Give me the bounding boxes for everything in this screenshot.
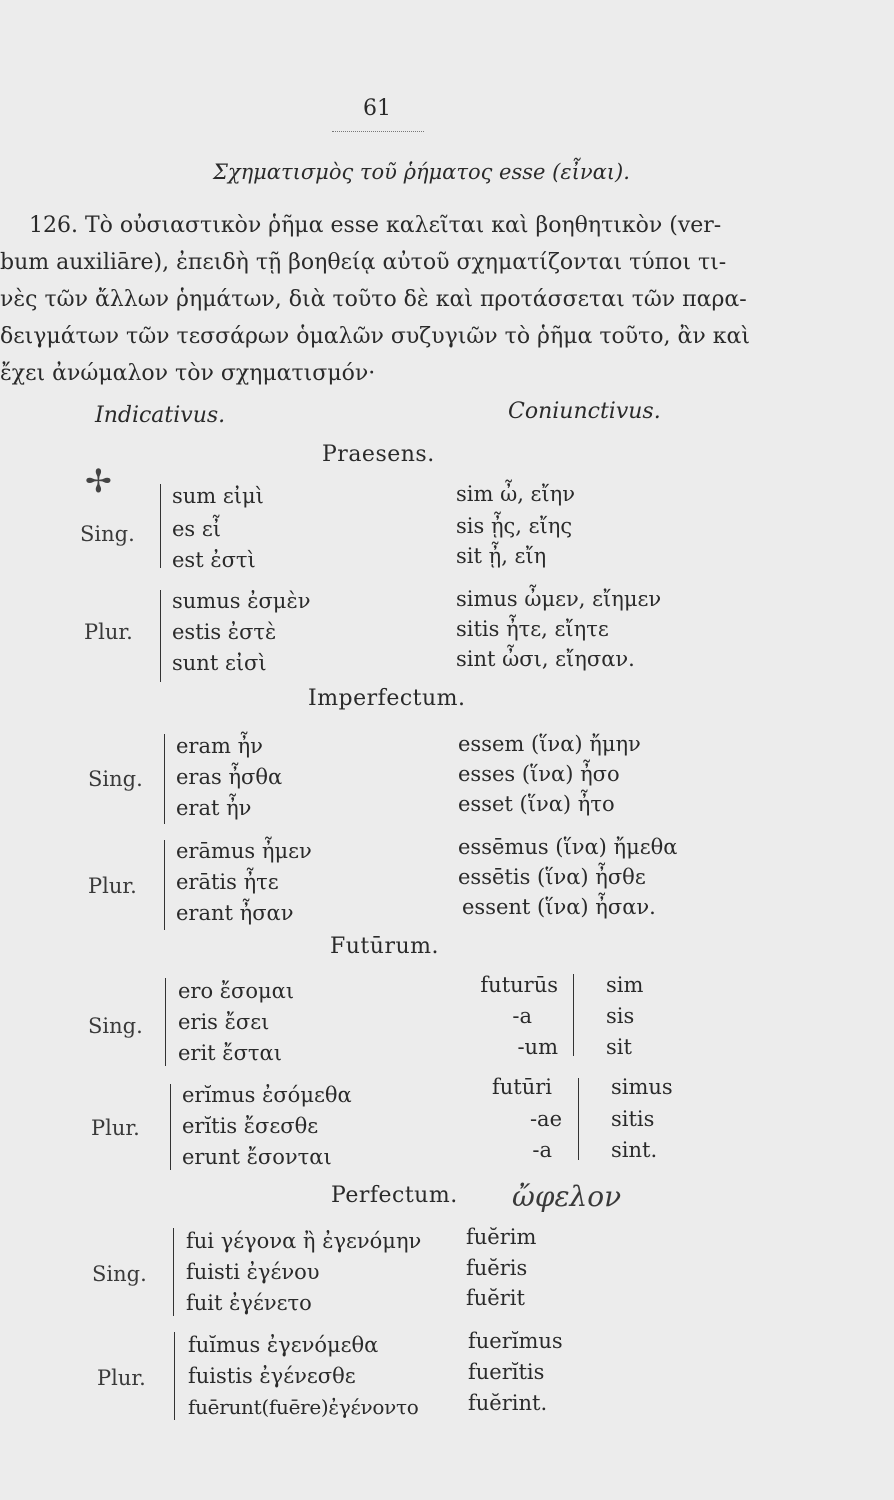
praesens-plur-ind-2: estis ἐστὲ	[172, 620, 277, 644]
imperfectum-plur-conj-2: essētis (ἵνα) ἦσθε	[458, 865, 646, 889]
paragraph-line-3: νὲς τῶν ἄλλων ῥημάτων, διὰ τοῦτο δὲ καὶ προτάσσεται τῶν παρα-	[0, 287, 747, 312]
perfectum-plur-ind-1: fuĭmus ἐγενόμεθα	[188, 1333, 379, 1357]
imperfectum-plur-ind-1: erāmus ἦμεν	[176, 839, 312, 863]
tense-imperfectum: Imperfectum.	[308, 686, 466, 711]
imperfectum-sing-conj-2: esses (ἵνα) ἦσο	[458, 762, 620, 786]
futurum-plur-aux-2: sitis	[611, 1107, 655, 1131]
imperfectum-plur-ind-3: erant ἦσαν	[176, 901, 294, 925]
futurum-sing-ind-2: eris ἔσει	[178, 1010, 270, 1034]
perfectum-plur-conj-3: fuĕrint.	[468, 1391, 548, 1415]
futurum-sing-aux-2: sis	[606, 1004, 635, 1028]
label-sing-praesens: Sing.	[80, 522, 135, 546]
futurum-sing-part-1: futurūs	[480, 973, 558, 997]
label-plur-praesens: Plur.	[84, 620, 133, 644]
imperfectum-sing-conj-1: essem (ἵνα) ἤμην	[458, 732, 641, 756]
tense-praesens: Praesens.	[322, 442, 435, 467]
futurum-plur-part-3: -a	[532, 1138, 552, 1162]
praesens-sing-conj-3: sit ᾖ, εἴη	[456, 544, 547, 568]
imperfectum-sing-ind-3: erat ἦν	[176, 796, 252, 820]
label-plur-perfectum: Plur.	[97, 1366, 146, 1390]
bracket-bar	[170, 1084, 171, 1170]
futurum-plur-ind-1: erĭmus ἐσόμεθα	[182, 1083, 352, 1107]
imperfectum-plur-conj-1: essēmus (ἵνα) ἤμεθα	[458, 835, 678, 859]
perfectum-sing-conj-3: fuĕrit	[466, 1286, 525, 1310]
bracket-bar	[160, 484, 161, 568]
futurum-sing-ind-1: ero ἔσομαι	[178, 979, 295, 1003]
bracket-bar	[164, 840, 165, 930]
bracket-bar	[174, 1332, 175, 1420]
label-plur-imperfectum: Plur.	[88, 874, 137, 898]
perfectum-sing-conj-2: fuĕris	[466, 1256, 528, 1280]
perfectum-plur-ind-2: fuistis ἐγένεσθε	[188, 1364, 356, 1388]
praesens-sing-conj-1: sim ὦ, εἴην	[456, 482, 576, 506]
praesens-plur-ind-3: sunt εἰσὶ	[172, 651, 267, 675]
futurum-sing-part-3: -um	[517, 1035, 558, 1059]
label-sing-futurum: Sing.	[88, 1014, 143, 1038]
perfectum-plur-conj-2: fuerĭtis	[468, 1360, 545, 1384]
label-sing-perfectum: Sing.	[92, 1262, 147, 1286]
futurum-sing-part-2: -a	[512, 1004, 532, 1028]
imperfectum-sing-ind-1: eram ἦν	[176, 734, 263, 758]
praesens-sing-ind-2: es εἶ	[172, 517, 221, 541]
tense-perfectum: Perfectum.	[331, 1183, 458, 1208]
praesens-plur-conj-2: sitis ἦτε, εἴητε	[456, 617, 609, 641]
perfectum-plur-ind-3: fuērunt(fuēre)ἐγένοντο	[188, 1395, 419, 1419]
header-indicativus: Indicativus.	[95, 403, 226, 428]
praesens-sing-conj-2: sis ᾖς, εἴης	[456, 514, 573, 538]
perfectum-sing-ind-1: fui γέγονα ἢ ἐγενόμην	[186, 1229, 422, 1253]
header-divider	[332, 131, 424, 132]
bird-mark-icon: ✢	[85, 462, 112, 500]
bracket-bar	[578, 1078, 579, 1160]
praesens-sing-ind-3: est ἐστὶ	[172, 548, 256, 572]
imperfectum-sing-conj-3: esset (ἵνα) ἦτο	[458, 792, 615, 816]
handwritten-note: ὤφελον	[512, 1180, 622, 1213]
futurum-plur-part-1: futūri	[491, 1075, 552, 1099]
header-coniunctivus: Coniunctivus.	[508, 399, 661, 424]
perfectum-sing-ind-2: fuisti ἐγένου	[186, 1260, 320, 1284]
bracket-bar	[573, 974, 574, 1056]
praesens-plur-conj-1: simus ὦμεν, εἴημεν	[456, 587, 662, 611]
futurum-plur-aux-3: sint.	[611, 1138, 658, 1162]
section-title: Σχηματισμὸς τοῦ ῥήματος esse (εἶναι).	[213, 160, 630, 184]
bracket-bar	[173, 1228, 174, 1316]
paragraph-line-5: ἔχει ἀνώμαλον τὸν σχηματισμόν·	[0, 361, 376, 386]
bracket-bar	[165, 978, 166, 1066]
praesens-plur-conj-3: sint ὦσι, εἴησαν.	[456, 647, 635, 671]
paragraph-line-2: bum auxiliāre), ἐπειδὴ τῇ βοηθείᾳ αὐτοῦ σχηματίζονται τύποι τι-	[0, 250, 727, 275]
bracket-bar	[164, 734, 165, 824]
perfectum-sing-ind-3: fuit ἐγένετο	[186, 1291, 312, 1315]
paragraph-line-4: δειγμάτων τῶν τεσσάρων ὁμαλῶν συζυγιῶν τὸ ῥῆμα τοῦτο, ἂν καὶ	[0, 324, 750, 349]
futurum-plur-ind-2: erĭtis ἔσεσθε	[182, 1114, 319, 1138]
imperfectum-sing-ind-2: eras ἦσθα	[176, 765, 283, 789]
tense-futurum: Futūrum.	[330, 934, 439, 959]
label-sing-imperfectum: Sing.	[88, 767, 143, 791]
label-plur-futurum: Plur.	[91, 1116, 140, 1140]
page-number: 61	[363, 96, 391, 121]
futurum-plur-part-2: -ae	[529, 1107, 562, 1131]
futurum-sing-aux-1: sim	[606, 973, 644, 997]
futurum-sing-aux-3: sit	[606, 1035, 632, 1059]
futurum-plur-aux-1: simus	[611, 1075, 673, 1099]
imperfectum-plur-conj-3: essent (ἵνα) ἦσαν.	[462, 895, 656, 919]
praesens-plur-ind-1: sumus ἐσμὲν	[172, 589, 311, 613]
perfectum-sing-conj-1: fuĕrim	[466, 1225, 537, 1249]
futurum-sing-ind-3: erit ἔσται	[178, 1041, 282, 1065]
imperfectum-plur-ind-2: erātis ἦτε	[176, 870, 279, 894]
bracket-bar	[160, 590, 161, 682]
praesens-sing-ind-1: sum εἰμὶ	[172, 484, 264, 508]
perfectum-plur-conj-1: fuerĭmus	[468, 1329, 563, 1353]
futurum-plur-ind-3: erunt ἔσονται	[182, 1145, 332, 1169]
paragraph-line-1: 126. Τὸ οὐσιαστικὸν ῥῆμα esse καλεῖται καὶ βοηθητικὸν (ver-	[29, 213, 722, 238]
